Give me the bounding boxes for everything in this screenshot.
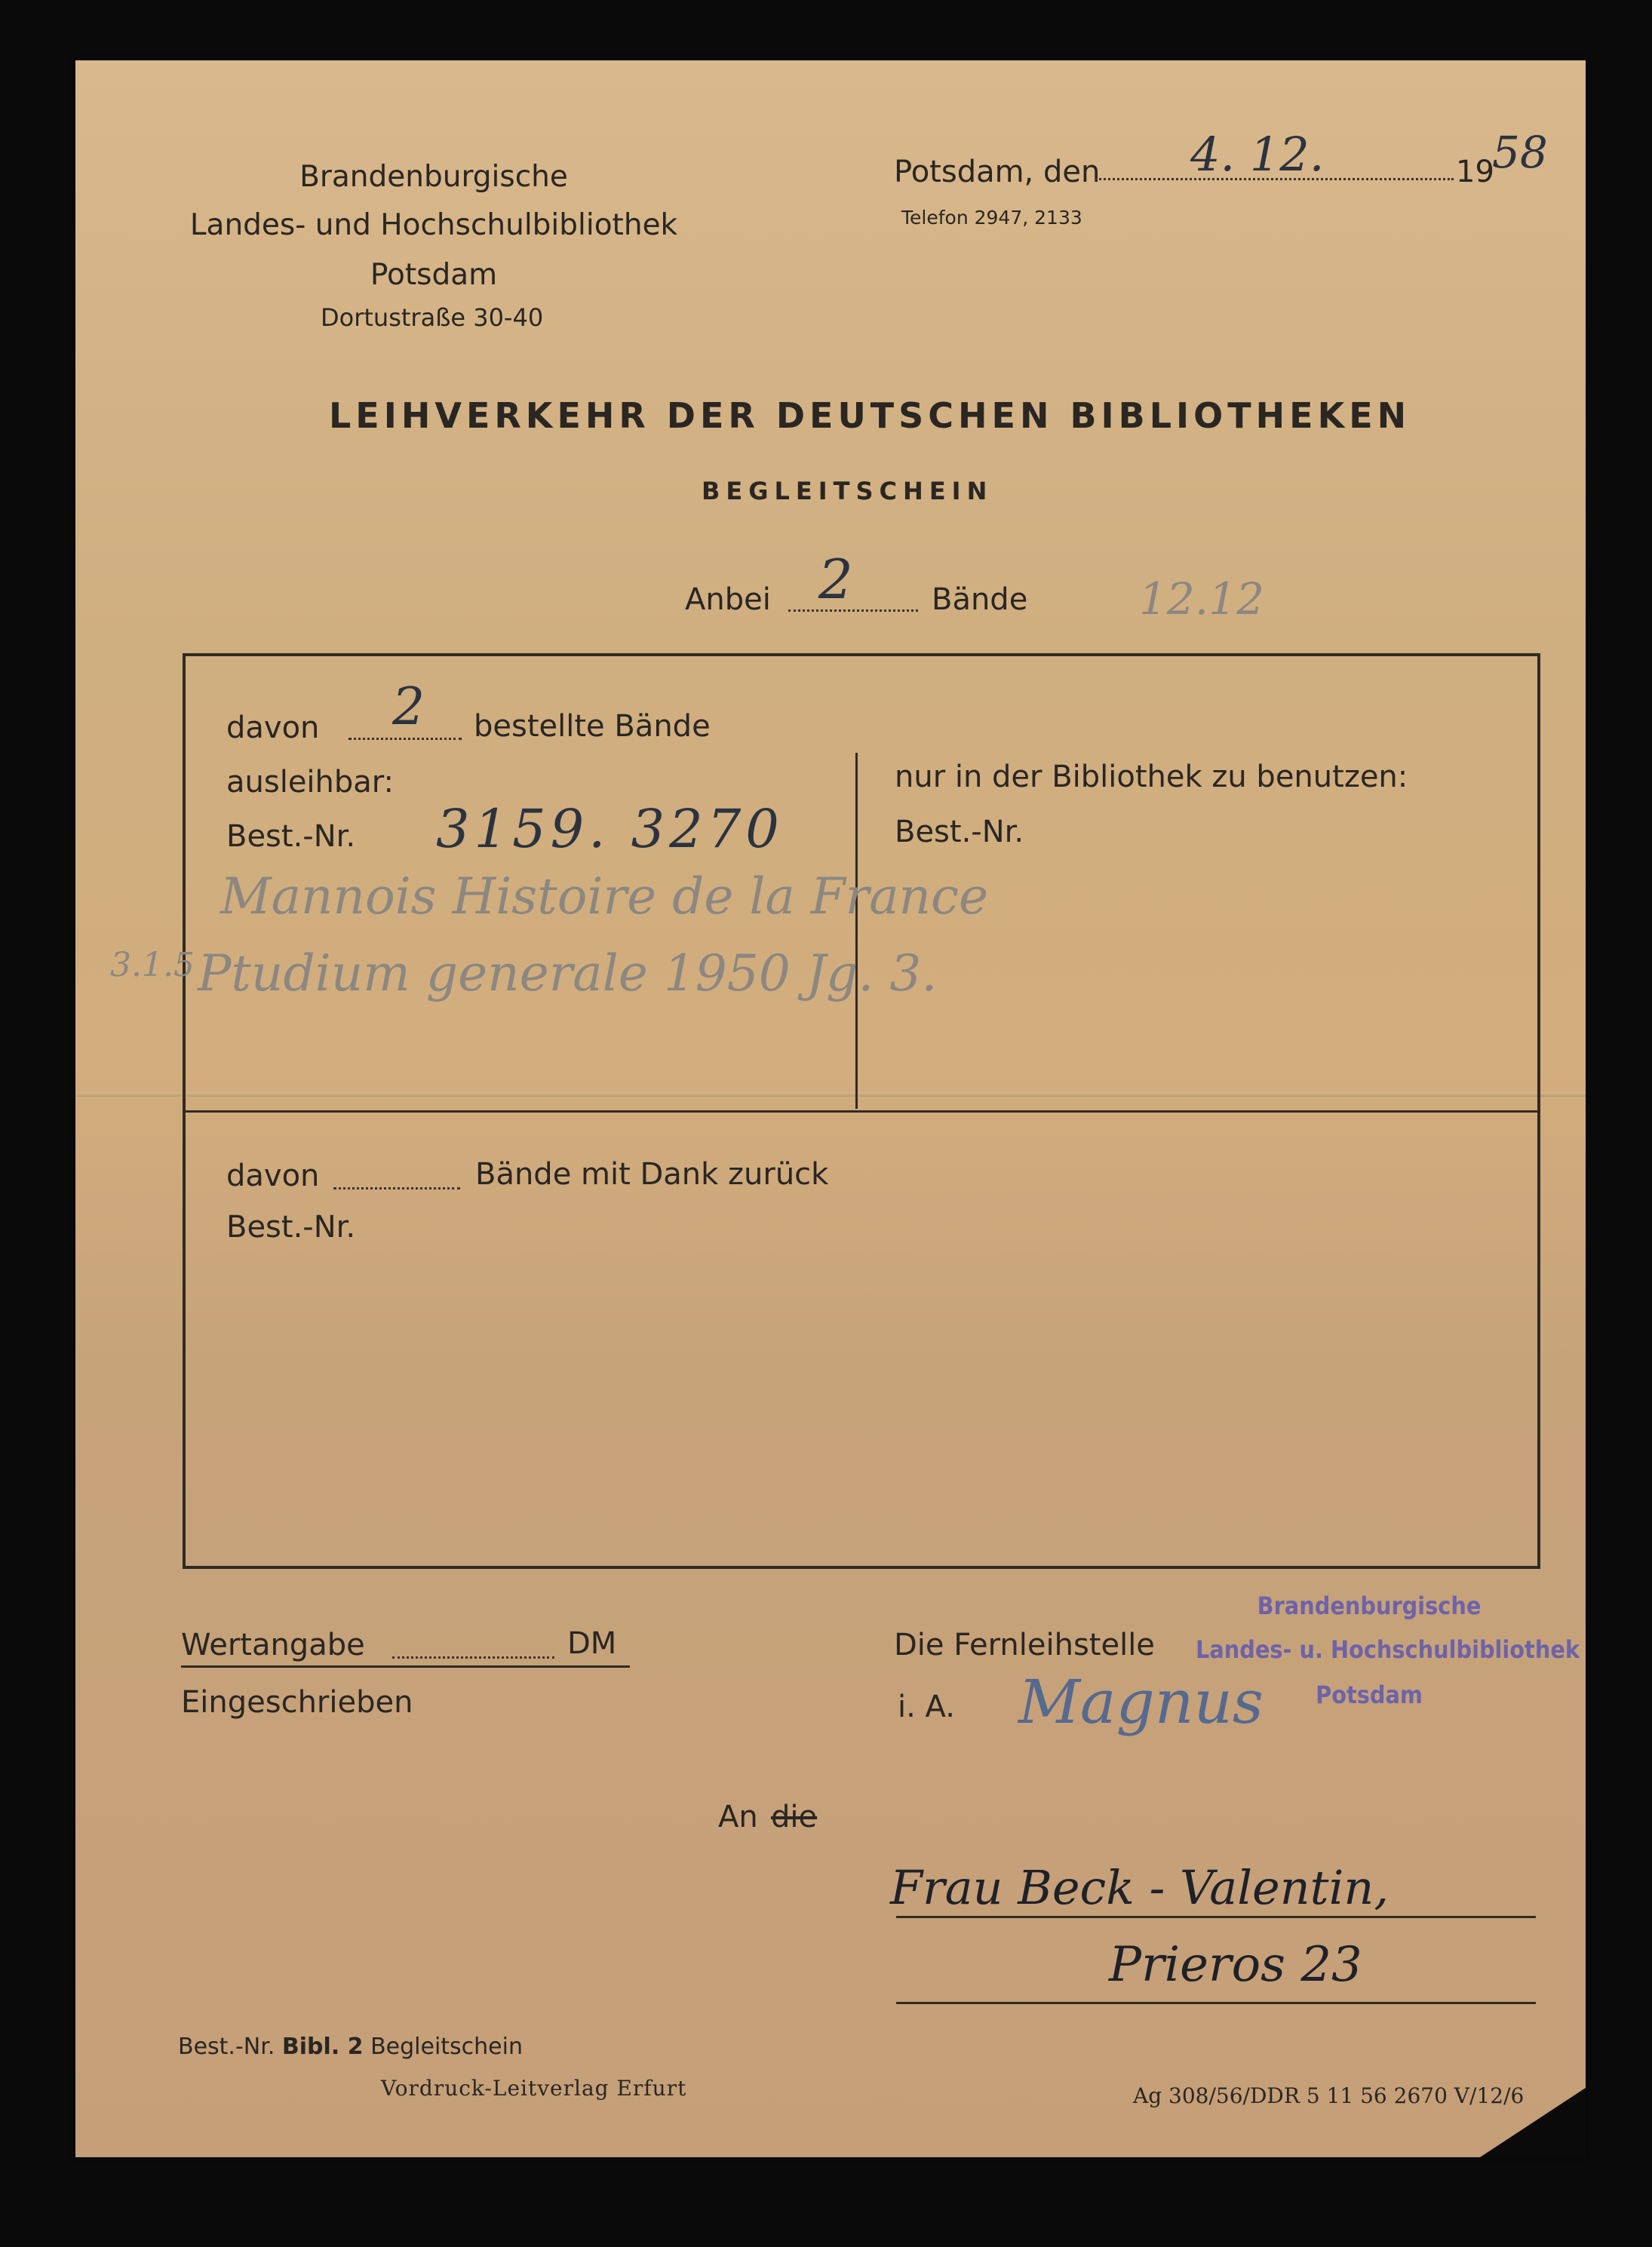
library-best-nr-label: Best.-Nr. bbox=[895, 815, 1024, 849]
pencil-note-line1: Mannois Histoire de la France bbox=[220, 867, 989, 926]
print-code: Ag 308/56/DDR 5 11 56 2670 V/12/6 bbox=[1133, 2083, 1525, 2108]
returned-volumes-label: Bände mit Dank zurück bbox=[475, 1157, 829, 1192]
anbei-baende-label: Bände bbox=[932, 582, 1028, 617]
stamp-line2: Landes- u. Hochschulbibliothek bbox=[1196, 1635, 1580, 1664]
form-subtitle: BEGLEITSCHEIN bbox=[702, 477, 993, 505]
handwritten-year: 58 bbox=[1492, 127, 1548, 178]
box-column-divider bbox=[855, 753, 858, 1109]
ordered-davon-label: davon bbox=[226, 711, 320, 745]
ia-label: i. A. bbox=[898, 1690, 955, 1724]
recipient-line1-rule bbox=[896, 1916, 1536, 1918]
ordered-dotted-line bbox=[349, 738, 462, 740]
handwritten-date: 4. 12. bbox=[1190, 127, 1325, 182]
ordered-volumes-label: bestellte Bände bbox=[474, 709, 711, 744]
returned-best-nr-label: Best.-Nr. bbox=[226, 1210, 356, 1245]
form-number-prefix: Best.-Nr. bbox=[178, 2034, 275, 2060]
anbei-dotted-line bbox=[788, 609, 918, 612]
publisher: Vordruck-Leitverlag Erfurt bbox=[381, 2076, 687, 2101]
form-number-suffix: Begleitschein bbox=[370, 2034, 523, 2060]
lendable-label: ausleihbar: bbox=[226, 765, 395, 800]
library-only-label: nur in der Bibliothek zu benutzen: bbox=[895, 760, 1408, 794]
pencil-date-note: 12.12 bbox=[1139, 573, 1265, 625]
returned-dotted-line bbox=[333, 1187, 460, 1189]
registered-label: Eingeschrieben bbox=[181, 1685, 413, 1720]
pencil-note-prefix: 3.1.5 bbox=[110, 946, 195, 984]
place-date-label: Potsdam, den bbox=[894, 155, 1101, 189]
to-struck-word: die bbox=[771, 1800, 818, 1834]
anbei-count-handwritten: 2 bbox=[818, 548, 853, 611]
value-underline bbox=[181, 1665, 630, 1668]
form-title: LEIHVERKEHR DER DEUTSCHEN BIBLIOTHEKEN bbox=[329, 395, 1411, 436]
ordered-count-handwritten: 2 bbox=[392, 677, 425, 737]
telephone: Telefon 2947, 2133 bbox=[901, 207, 1082, 229]
currency-label: DM bbox=[567, 1626, 617, 1661]
office-label: Die Fernleihstelle bbox=[894, 1628, 1155, 1662]
year-prefix: 19 bbox=[1456, 155, 1494, 189]
torn-corner bbox=[1480, 2088, 1586, 2157]
form-number bbox=[178, 2034, 523, 2060]
to-label: An bbox=[718, 1800, 758, 1834]
anbei-label: Anbei bbox=[685, 582, 771, 617]
best-nr-handwritten: 3159. 3270 bbox=[436, 798, 784, 860]
pencil-note-line2: Ptudium generale 1950 Jg. 3. bbox=[198, 944, 938, 1002]
institution-address: Dortustraße 30-40 bbox=[321, 303, 544, 332]
recipient-line2-rule bbox=[896, 2002, 1536, 2004]
institution-line2: Landes- und Hochschulbibliothek bbox=[189, 208, 678, 242]
stamp-line3: Potsdam bbox=[1316, 1681, 1423, 1709]
value-dotted-line bbox=[392, 1656, 554, 1659]
signature: Magnus bbox=[1018, 1667, 1264, 1737]
stamp-line1: Brandenburgische bbox=[1257, 1592, 1482, 1620]
institution-line1: Brandenburgische bbox=[299, 160, 568, 194]
lendable-best-nr-label: Best.-Nr. bbox=[226, 819, 356, 854]
recipient-address-handwritten: Prieros 23 bbox=[1109, 1937, 1362, 1993]
returned-davon-label: davon bbox=[226, 1159, 320, 1193]
form-number-bold: Bibl. 2 bbox=[281, 2034, 364, 2060]
value-label: Wertangabe bbox=[181, 1628, 365, 1662]
recipient-name-handwritten: Frau Beck - Valentin, bbox=[890, 1860, 1389, 1915]
institution-line3: Potsdam bbox=[370, 258, 498, 292]
box-row-divider bbox=[186, 1110, 1537, 1113]
